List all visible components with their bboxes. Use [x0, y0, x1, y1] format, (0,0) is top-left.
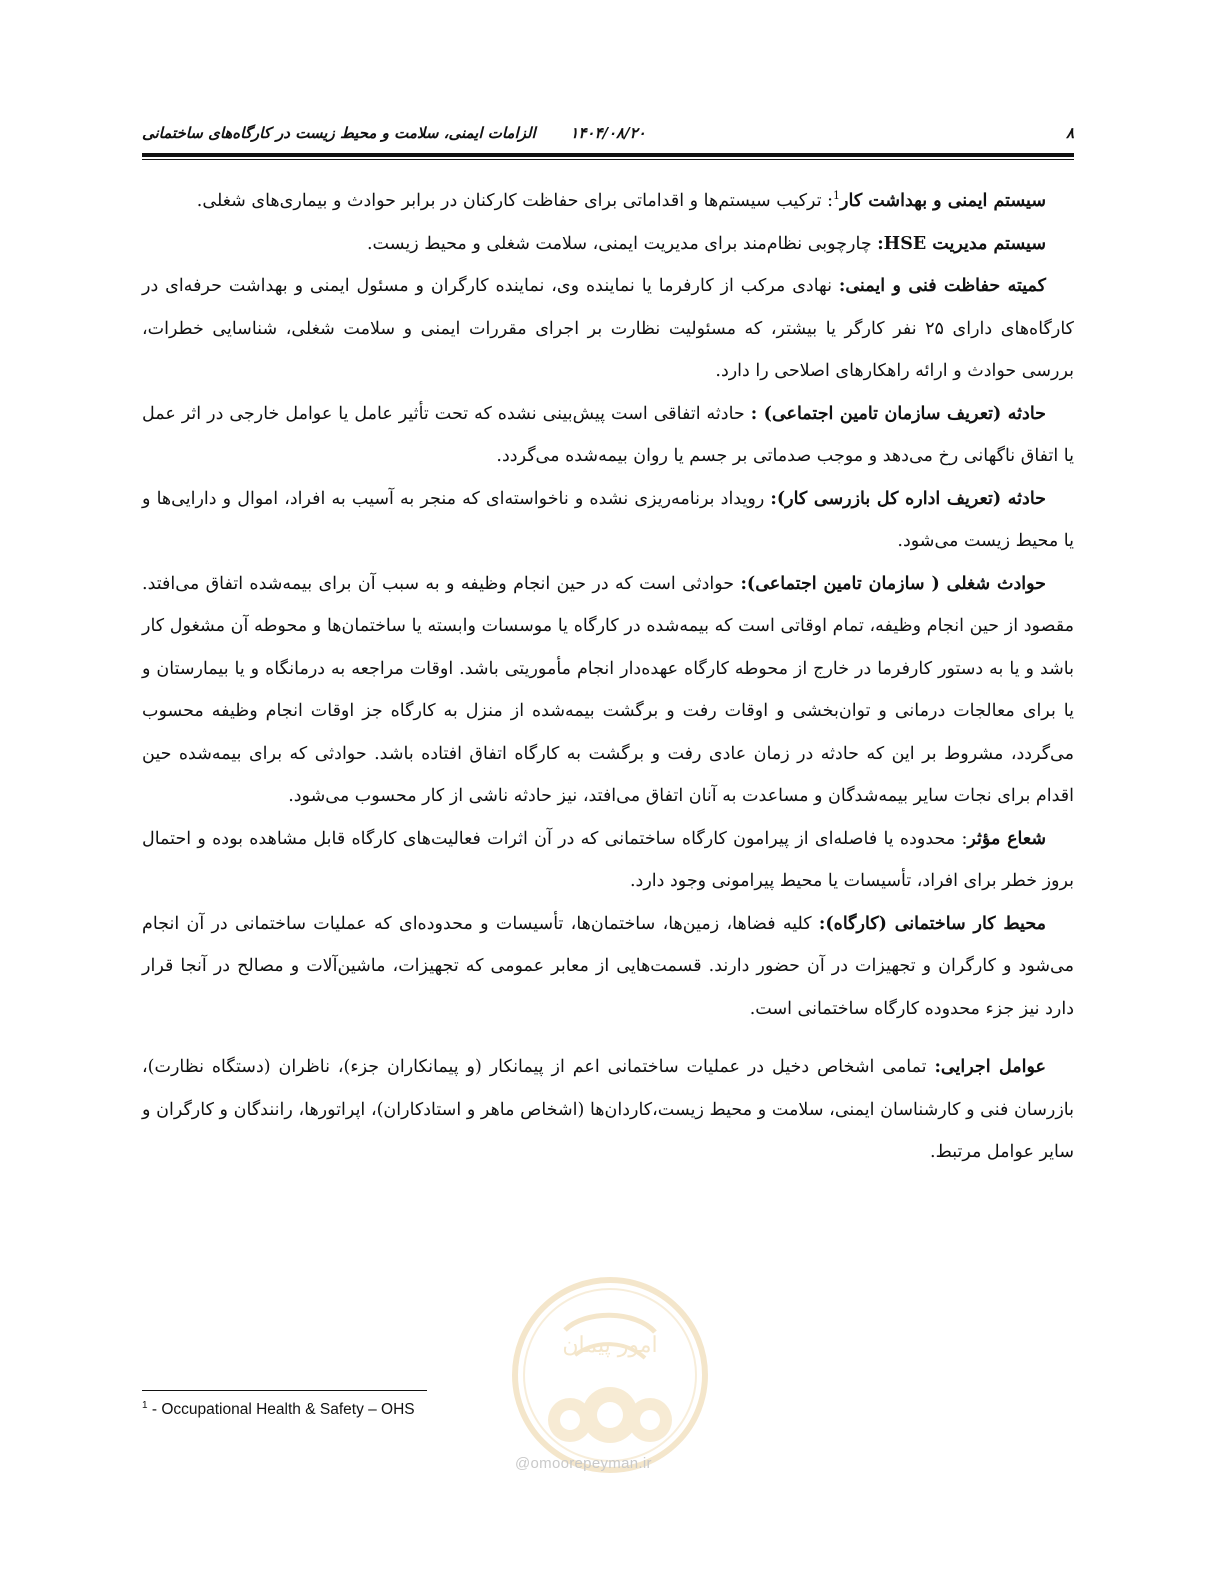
definition-text: حادثه اتفاقی است پیش‌بینی نشده که تحت تأثیر عامل یا عوامل خارجی در اثر عمل یا اتفاق ناگهانی رخ می‌دهد و موجب صدماتی بر جسم یا روان بیمه‌شده می‌گردد.: [142, 403, 1074, 466]
definition-effective-radius: [142, 818, 1074, 903]
header-date: ۱۴۰۴/۰۸/۲۰: [570, 124, 646, 142]
definition-accident-sso: [142, 393, 1074, 478]
definition-term: عوامل اجرایی:: [934, 1057, 1046, 1077]
header-rule-thick: [142, 153, 1074, 157]
definition-term: سیستم ایمنی و بهداشت کار: [840, 191, 1046, 211]
main-content: [142, 180, 1074, 1174]
definition-term: سیستم مدیریت HSE:: [877, 233, 1046, 254]
definition-accident-inspection: [142, 478, 1074, 563]
definition-executive-agents: [142, 1046, 1074, 1174]
definition-text: : محدوده یا فاصله‌ای از پیرامون کارگاه ساختمانی که در آن اثرات فعالیت‌های کارگاه قابل مشاهده بوده و احتمال بروز خطر برای افراد، تأسیسات یا محیط پیرامونی وجود دارد.: [142, 828, 1074, 891]
document-title: الزامات ایمنی، سلامت و محیط زیست در کارگاه‌های ساختمانی: [142, 124, 536, 142]
definition-text: تمامی اشخاص دخیل در عملیات ساختمانی اعم از پیمانکار (و پیمانکاران جزء)، ناظران (دستگاه نظارت)، بازرسان فنی و کارشناسان ایمنی، سلامت و محیط زیست،کاردان‌ها (اشخاص ماهر و استادکاران)، اپراتورها، رانندگان و کارگران و سایر عوامل مرتبط.: [142, 1057, 1074, 1162]
watermark-logo-text: امور پیمان: [562, 1333, 658, 1358]
footnote-separator: [142, 1390, 427, 1391]
definition-term: شعاع مؤثر: [967, 828, 1046, 849]
footnote: [142, 1401, 415, 1419]
definition-term: حوادث شغلی ( سازمان تامین اجتماعی):: [740, 573, 1046, 594]
definition-committee: [142, 265, 1074, 393]
page-number: ۸: [1065, 124, 1074, 142]
footnote-text: - Occupational Health & Safety – OHS: [147, 1401, 415, 1418]
header-rule-thin: [142, 159, 1074, 160]
watermark-url: @omoorepeyman.ir: [515, 1455, 652, 1472]
definition-term: حادثه (تعریف سازمان تامین اجتماعی) :: [750, 403, 1046, 424]
definition-text: کلیه فضاها، زمین‌ها، ساختمان‌ها، تأسیسات و محدوده‌ای که عملیات ساختمانی در آن انجام می‌شود و کارگران و تجهیزات در آن حضور دارند. قسمت‌هایی از معابر عمومی که تجهیزات، ماشین‌آلات و مصالح در آنجا قرار دارد نیز جزء محدوده کارگاه ساختمانی است.: [142, 913, 1074, 1019]
definition-text: حوادثی است که در حین انجام وظیفه و به سبب آن برای بیمه‌شده اتفاق می‌افتد. مقصود از حین انجام وظیفه، تمام اوقاتی است که بیمه‌شده در کارگاه یا موسسات وابسته یا ساختمان‌ها و محوطه آن مشغول کار باشد و یا به دستور کارفرما در خارج از محوطه کارگاه عهده‌دار انجام مأموریتی باشد. اوقات مراجعه به درمانگاه و یا بیمارستان و یا برای معالجات درمانی و توان‌بخشی و اوقات رفت و برگشت بیمه‌شده از منزل به کارگاه جز اوقات انجام وظیفه محسوب می‌گردد، مشروط بر این که حادثه در زمان عادی رفت و برگشت به کارگاه اتفاق افتاده باشد. حوادثی که برای بیمه‌شده حین اقدام برای نجات سایر بیمه‌شدگان و مساعدت به آنان اتفاق می‌افتد، نیز حادثه ناشی از کار محسوب می‌شود.: [142, 573, 1074, 806]
definition-ohs: [142, 180, 1074, 223]
definition-term: حادثه (تعریف اداره کل بازرسی کار):: [770, 488, 1046, 509]
footnote-number: 1: [142, 1399, 148, 1411]
definition-text: رویداد برنامه‌ریزی نشده و ناخواسته‌ای که منجر به آسیب به افراد، اموال و دارایی‌ها و یا محیط زیست می‌شود.: [142, 488, 1074, 551]
footnote-ref[interactable]: 1: [833, 189, 841, 203]
definition-text: نهادی مرکب از کارفرما یا نماینده وی، نماینده کارگران و مسئول ایمنی و بهداشت حرفه‌ای در کارگاه‌های دارای ۲۵ نفر کارگر یا بیشتر، که مسئولیت نظارت بر اجرای مقررات ایمنی و سلامت شغلی، شناسایی خطرات، بررسی حوادث و ارائه راهکارهای اصلاحی را دارد.: [142, 276, 1074, 381]
definition-occupational-accident: [142, 563, 1074, 818]
definition-term: محیط کار ساختمانی (کارگاه):: [818, 913, 1046, 934]
definition-text: چارچوبی نظام‌مند برای مدیریت ایمنی، سلامت شغلی و محیط زیست.: [366, 233, 878, 254]
definition-worksite: [142, 903, 1074, 1031]
page-header: [142, 118, 1074, 150]
definition-hse: [142, 223, 1074, 266]
definition-text: : ترکیب سیستم‌ها و اقداماتی برای حفاظت کارکنان در برابر حوادث و بیماری‌های شغلی.: [196, 191, 834, 211]
definition-term: کمیته حفاظت فنی و ایمنی:: [838, 276, 1046, 296]
